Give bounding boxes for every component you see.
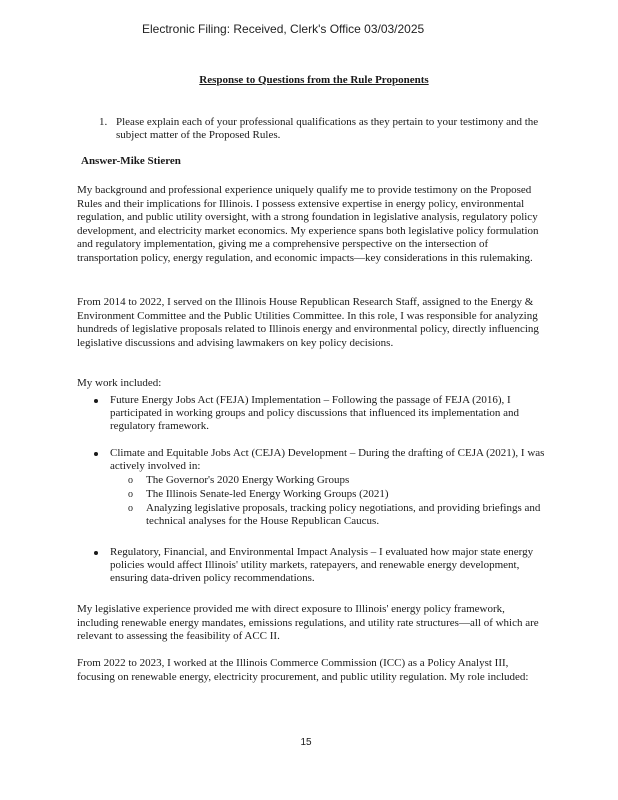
sub-list-item bbox=[128, 474, 548, 487]
bullet-text: Regulatory, Financial, and Environmental Impact Analysis – I evaluated how major state energy policies would affect Illinois' utility markets, ratepayers, and renewable energy development, ensuring data-driven policy recommendations. bbox=[110, 546, 534, 584]
page-title: Response to Questions from the Rule Proponents bbox=[199, 74, 429, 86]
answer-heading: Answer-Mike Stieren bbox=[81, 155, 181, 167]
sub-list-item bbox=[128, 502, 548, 528]
paragraph-legislative-experience: My legislative experience provided me with direct exposure to Illinois' energy policy framework, including renewable energy mandates, emissions regulations, and utility rate structures—all of which are relevant to assessing the feasibility of ACC II. bbox=[77, 603, 539, 642]
paragraph-work-included: My work included: bbox=[77, 377, 162, 389]
paragraph-background: My background and professional experience uniquely qualify me to provide testimony on the Proposed Rules and their implications for Illinois. I possess extensive expertise in energy policy, environmental regulation, and public utility oversight, with a strong foundation in legislative analysis, regulatory policy development, and electricity market economics. My experience spans both legislative policy formulation and regulatory implementation, giving me a comprehensive perspective on the intersection of transportation policy, energy regulation, and economic impacts—key considerations in this rulemaking. bbox=[77, 184, 539, 264]
sub-list-item bbox=[128, 488, 548, 501]
bullet-text: Climate and Equitable Jobs Act (CEJA) Development – During the drafting of CEJA (2021), I was actively involved in: bbox=[110, 447, 545, 472]
circle-bullet-icon: o bbox=[128, 489, 133, 500]
paragraph-research-staff: From 2014 to 2022, I served on the Illinois House Republican Research Staff, assigned to the Energy & Environment Committee and the Public Utilities Committee. In this role, I was responsible for analyzing hundreds of legislative proposals related to Illinois energy and environmental policy, directly influencing legislative discussions and advising lawmakers on key policy decisions. bbox=[77, 296, 539, 349]
question-number: 1. bbox=[99, 116, 108, 128]
circle-bullet-icon: o bbox=[128, 503, 133, 514]
filing-stamp: Electronic Filing: Received, Clerk's Office 03/03/2025 bbox=[142, 22, 425, 36]
paragraph-icc-role: From 2022 to 2023, I worked at the Illinois Commerce Commission (ICC) as a Policy Analyst III, focusing on renewable energy, electricity procurement, and public utility regulation. My role included: bbox=[77, 657, 529, 683]
bullet-text: Future Energy Jobs Act (FEJA) Implementation – Following the passage of FEJA (2016), I participated in working groups and policy discussions that influenced its implementation and regulatory framework. bbox=[110, 394, 520, 432]
question-text: Please explain each of your professional qualifications as they pertain to your testimony and the subject matter of the Proposed Rules. bbox=[116, 116, 539, 141]
bullet-icon bbox=[94, 399, 98, 403]
list-item bbox=[94, 447, 549, 473]
list-item bbox=[94, 546, 549, 585]
page-number: 15 bbox=[300, 737, 312, 748]
list-item bbox=[94, 394, 549, 433]
bullet-icon bbox=[94, 452, 98, 456]
sub-bullet-text: Analyzing legislative proposals, tracking policy negotiations, and providing briefings and technical analyses for the House Republican Caucus. bbox=[146, 502, 541, 527]
sub-bullet-text: The Illinois Senate-led Energy Working Groups (2021) bbox=[146, 488, 389, 500]
sub-bullet-text: The Governor's 2020 Energy Working Groups bbox=[146, 474, 350, 486]
circle-bullet-icon: o bbox=[128, 475, 133, 486]
bullet-icon bbox=[94, 551, 98, 555]
